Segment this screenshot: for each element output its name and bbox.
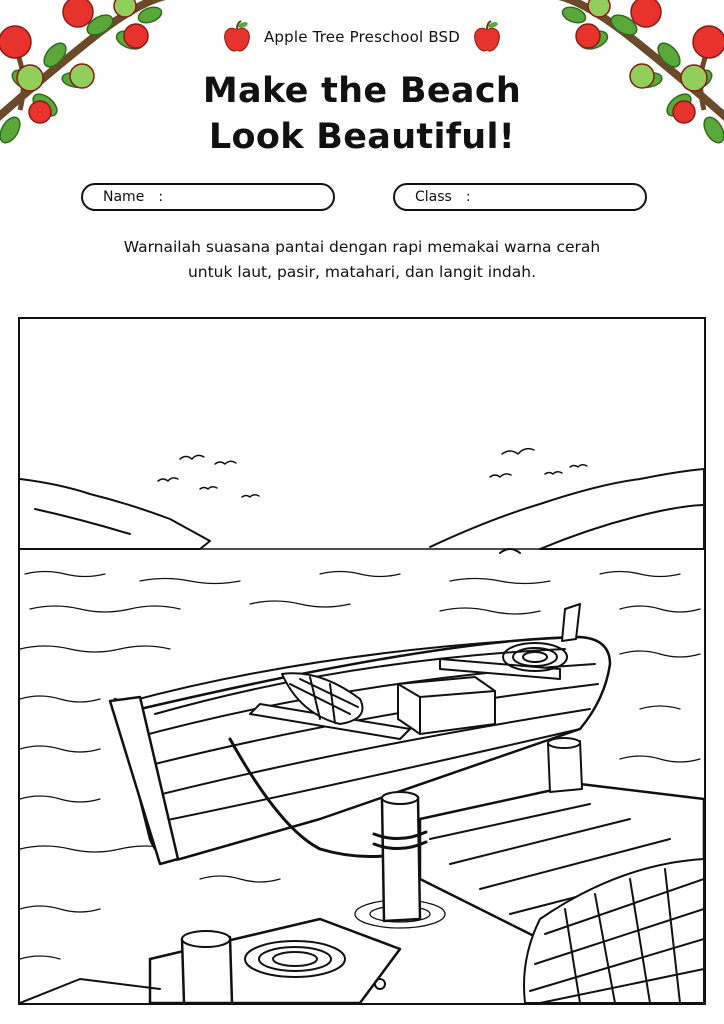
title-line-2: Look Beautiful! [208,117,516,157]
apple-icon [222,20,252,54]
apple-icon [472,20,502,54]
birds [158,449,587,497]
school-name: Apple Tree Preschool BSD [263,28,461,46]
instructions-text: Warnailah suasana pantai dengan rapi memakai warna cerah untuk laut, pasir, matahari, dan langit indah. [123,238,601,281]
name-separator: : [158,189,164,205]
name-label: Name [103,189,145,205]
page-title [0,68,724,160]
class-separator: : [465,189,471,205]
beach-boat-illustration [20,319,704,1003]
coloring-picture-frame [18,317,706,1005]
title-line-1: Make the Beach [202,71,522,111]
class-label: Class [415,189,452,205]
name-field[interactable] [81,183,335,211]
hills [20,469,704,549]
class-field[interactable] [393,183,647,211]
school-header [0,20,724,54]
